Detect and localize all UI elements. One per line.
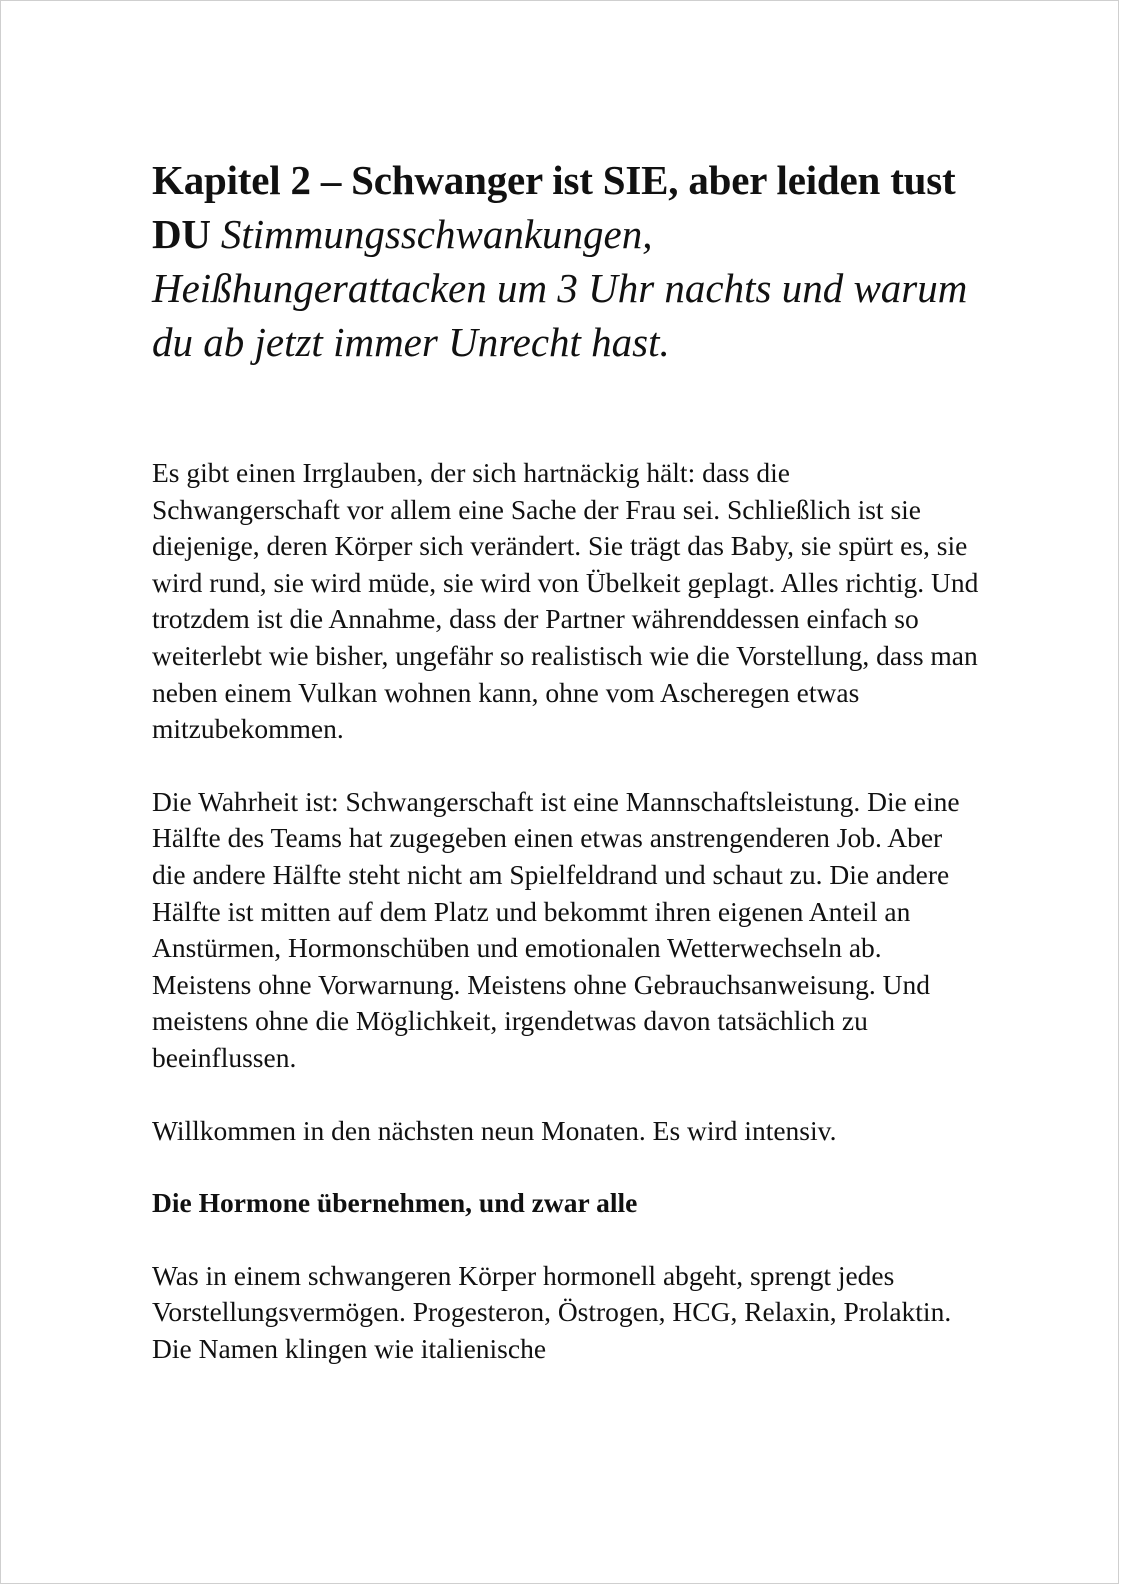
body-paragraph: Willkommen in den nächsten neun Monaten. Es wird intensiv. (152, 1114, 837, 1146)
section-heading: Die Hormone übernehmen, und zwar alle (152, 1187, 638, 1219)
page-content (152, 153, 982, 1403)
chapter-title (152, 153, 982, 369)
chapter-subtitle: Stimmungsschwankungen, Heißhungerattacken um 3 Uhr nachts und warum du ab jetzt immer Unrecht hast. (152, 211, 968, 365)
section-paragraph: Was in einem schwangeren Körper hormonell abgeht, sprengt jedes Vorstellungsvermögen. Progesteron, Östrogen, HCG, Relaxin, Prolaktin. Die Namen klingen wie italienische (152, 1259, 952, 1364)
body-paragraph: Die Wahrheit ist: Schwangerschaft ist eine Mannschaftsleistung. Die eine Hälfte des Teams hat zugegeben einen etwas anstrengenderen Job. Aber die andere Hälfte steht nicht am Spielfeldrand und schaut zu. Die andere Hälfte ist mitten auf dem Platz und bekommt ihren eigenen Anteil an Anstürmen, Hormonschüben und emotionalen Wetterwechseln ab. Meistens ohne Vorwarnung. Meistens ohne Gebrauchsanweisung. Und meistens ohne die Möglichkeit, irgendetwas davon tatsächlich zu beeinflussen. (152, 785, 960, 1073)
chapter-title-text: Kapitel 2 – Schwanger ist SIE, aber leiden tust DU (152, 157, 956, 257)
body-paragraph: Es gibt einen Irrglauben, der sich hartnäckig hält: dass die Schwangerschaft vor allem eine Sache der Frau sei. Schließlich ist sie diejenige, deren Körper sich verändert. Sie trägt das Baby, sie spürt es, sie wird rund, sie wird müde, sie wird von Übelkeit geplagt. Alles richtig. Und trotzdem ist die Annahme, dass der Partner währenddessen einfach so weiterlebt wie bisher, ungefähr so realistisch wie die Vorstellung, dass man neben einem Vulkan wohnen kann, ohne vom Ascheregen etwas mitzubekommen. (152, 457, 979, 745)
